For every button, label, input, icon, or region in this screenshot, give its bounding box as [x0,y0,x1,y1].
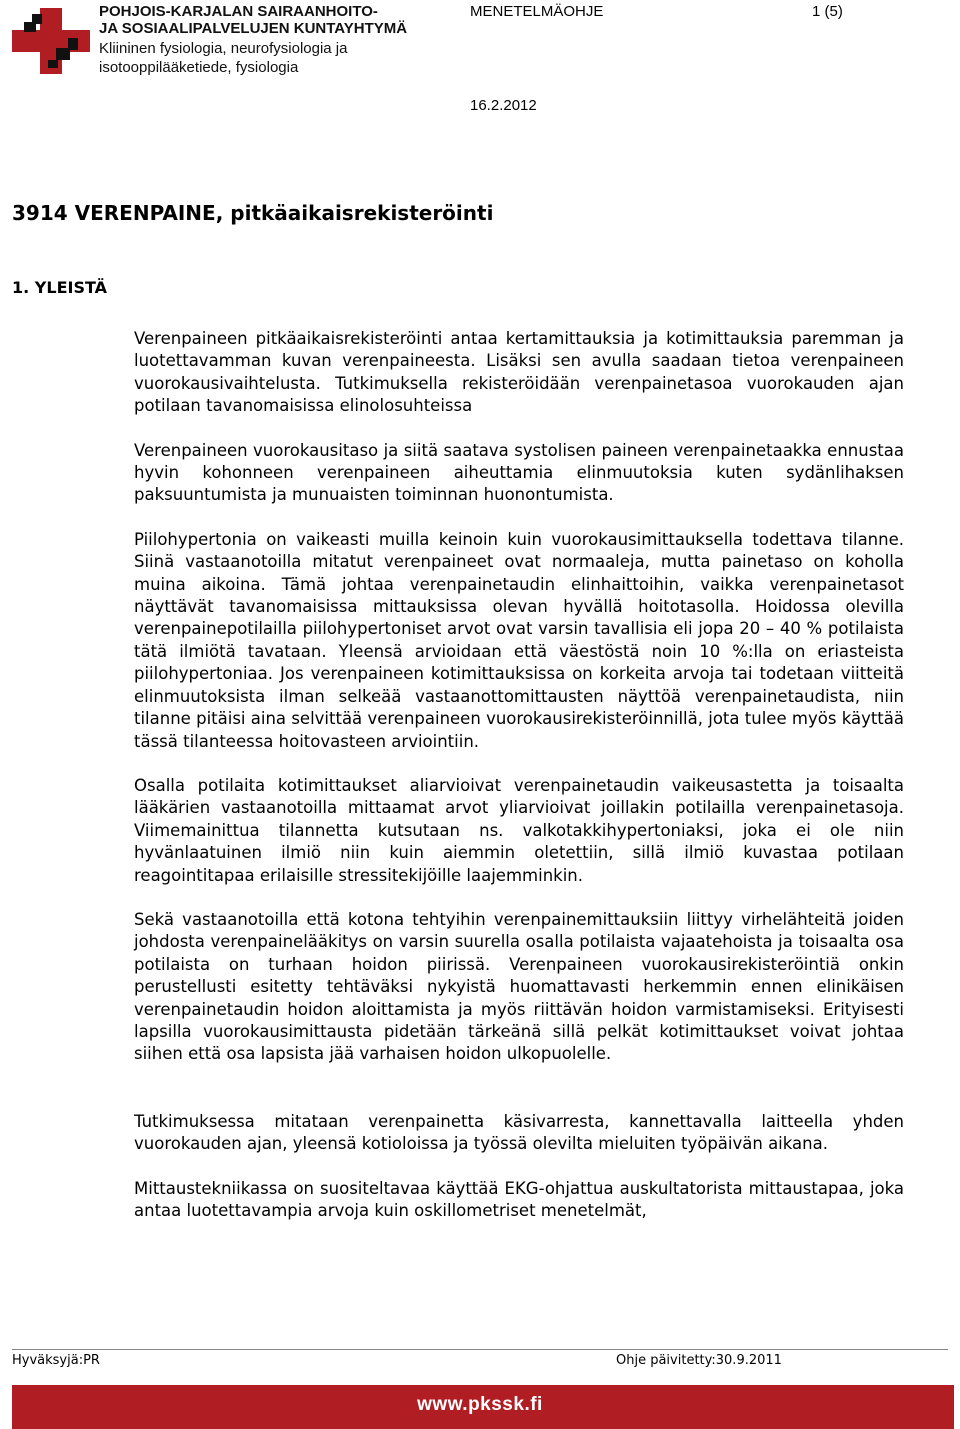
document-date: 16.2.2012 [470,97,537,114]
approver-label: Hyväksyjä:PR [12,1353,100,1368]
department-line1: Kliininen fysiologia, neurofysiologia ja [99,40,348,57]
paragraph: Verenpaineen pitkäaikaisrekisteröinti antaa kertamittauksia ja kotimittauksia paremman ja luotettavamman kuvan verenpaineesta. Lisäksi sen avulla saadaan tietoa verenpaineen vuorokausivaihtelusta. Tutkimuksella rekisteröidään verenpainetasoa vuorokauden ajan potilaan tavanomaisissa elinolosuhteissa [134,329,904,416]
department-line2: isotooppilääketiede, fysiologia [99,59,299,76]
document-title: 3914 VERENPAINE, pitkäaikaisrekisteröinti [12,201,494,225]
paragraph: Piilohypertonia on vaikeasti muilla keinoin kuin vuorokausimittauksella todettava tilanne. Siinä vastaanotoilla mitatut verenpaineet ovat normaaleja, mutta painetaso on koholla muina aikoina. Tämä johtaa verenpainetaudin elinhaittoihin, vaikka verenpainetasot näyttävät tavanomaisissa mittauksissa olevan hyvällä hoitotasolla. Hoidossa olevilla verenpainepotilailla piilohypertoniset arvot ovat varsin tavallisia eli jopa 20 – 40 % potilaista tätä ilmiötä tavataan. Yleensä arvioidaan että väestöstä noin 10 %:lla on eriasteista piilohypertoniaa. Jos verenpaineen kotimittauksissa on korkeita arvoja tai todetaan viitteitä elinmuutoksista ilman selkeää vastaanottomittausten näyttöä verenpainetaudista, niin tilanne pitäisi aina selvittää verenpaineen vuorokausirekisteröinnillä, jota tulee myös käyttää tässä tilanteessa hoitovasteen arviointiin. [134,529,904,751]
page-number: 1 (5) [812,3,843,20]
footer-divider [12,1349,948,1350]
paragraph: Osalla potilaita kotimittaukset aliarvioivat verenpainetaudin vaikeusastetta ja toisaalta lääkärien vastaanotoilla mittaamat arvot yliarvioivat joillakin potilailla verenpainetasoja. Viimemainittua tilannetta kutsutaan ns. valkotakkihypertoniaksi, joka ei ole niin hyvänlaatuinen ilmiö niin kuin aiemmin oletettiin, sillä ilmiö kuvastaa potilaan reagointitapaa erilaisille stressitekijöille laajemminkin. [134,775,904,885]
document-type: MENETELMÄOHJE [470,3,604,20]
pkssk-cross-logo-icon [12,8,90,74]
document-body [134,328,904,1222]
organization-name-line2: JA SOSIAALIPALVELUJEN KUNTAYHTYMÄ [99,20,408,37]
paragraph: Tutkimuksessa mitataan verenpainetta käsivarresta, kannettavalla laitteella yhden vuorokauden ajan, yleensä kotioloissa ja työssä olevilta mieluiten työpäivän aikana. [134,1111,904,1154]
updated-date-label: Ohje päivitetty:30.9.2011 [616,1353,782,1368]
website-link[interactable]: www.pkssk.fi [417,1394,543,1415]
section-heading: 1. YLEISTÄ [12,278,108,297]
paragraph: Mittaustekniikassa on suositeltavaa käyttää EKG-ohjattua auskultatorista mittaustapaa, joka antaa luotettavampia arvoja kuin oskillometriset menetelmät, [134,1178,904,1220]
paragraph: Verenpaineen vuorokausitaso ja siitä saatava systolisen paineen verenpainetaakka ennustaa hyvin kohonneen verenpaineen aiheuttamia elinmuutoksia kuten sydänlihaksen paksuuntumista ja munuaisten toiminnan huonontumista. [134,440,904,505]
paragraph: Sekä vastaanotoilla että kotona tehtyihin verenpainemittauksiin liittyy virhelähteitä joiden johdosta verenpainelääkitys on varsin suurella osalla potilaista vajaatehoista ja toisaalta osa potilaista on turhaan hoidon piirissä. Verenpaineen vuorokausirekisteröintiä onkin perustellusti esitetty tehtäväksi nykyistä huomattavasti herkemmin ennen elinikäisen verenpainetaudin hoidon aloittamista ja myös riittävän hoidon varmistamiseksi. Erityisesti lapsilla vuorokausimittausta pidetään tärkeänä sillä pelkät kotimittaukset voivat johtaa siihen että osa lapsista jää varhaisen hoidon ulkopuolelle. [134,909,904,1064]
organization-name-line1: POHJOIS-KARJALAN SAIRAANHOITO- [99,3,378,20]
